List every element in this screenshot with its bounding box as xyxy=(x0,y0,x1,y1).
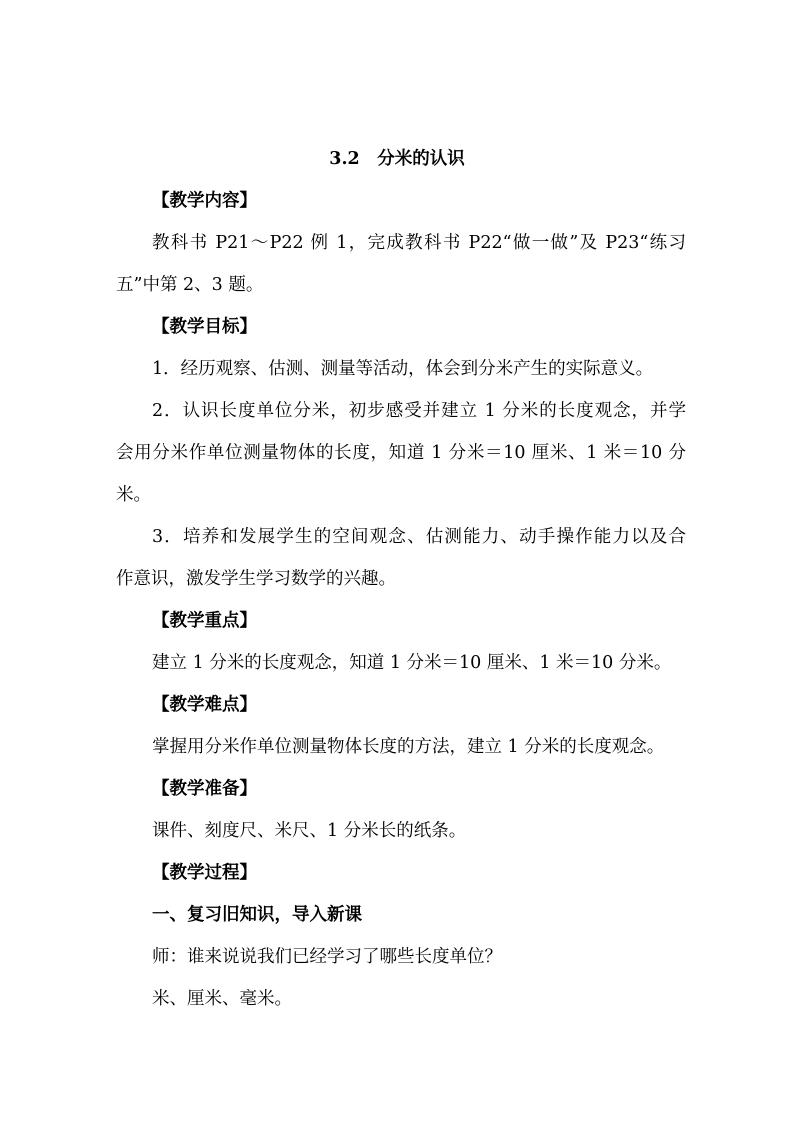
goal-2-text-line: 米。 xyxy=(116,485,151,505)
page-title: 3.2 分米的认识 xyxy=(329,149,465,169)
difficulties-text: 掌握用分米作单位测量物体长度的方法，建立 1 分米的长度观念。 xyxy=(152,737,665,757)
goal-1-text: 1．经历观察、估测、测量等活动，体会到分米产生的实际意义。 xyxy=(152,359,654,379)
goal-2-text-line: 2．认识长度单位分米，初步感受并建立 1 分米的长度观念，并学 xyxy=(152,401,686,421)
content-paragraph-line: 五”中第 2、3 题。 xyxy=(116,275,264,295)
preparation-text: 课件、刻度尺、米尺、1 分米长的纸条。 xyxy=(152,821,467,841)
student-answer: 米、厘米、毫米。 xyxy=(152,989,292,1009)
key-points-text: 建立 1 分米的长度观念，知道 1 分米＝10 厘米、1 米＝10 分米。 xyxy=(152,653,672,673)
goal-3-text-line: 作意识，激发学生学习数学的兴趣。 xyxy=(116,569,396,589)
section-heading-key-points: 【教学重点】 xyxy=(152,611,257,631)
content-paragraph-line: 教科书 P21～P22 例 1，完成教科书 P22“做一做”及 P23“练习 xyxy=(152,233,686,253)
section-heading-difficulties: 【教学难点】 xyxy=(152,695,257,715)
goal-2-text-line: 会用分米作单位测量物体的长度，知道 1 分米＝10 厘米、1 米＝10 分 xyxy=(116,443,686,463)
section-heading-process: 【教学过程】 xyxy=(152,863,257,883)
section-heading-content: 【教学内容】 xyxy=(152,191,257,211)
process-step-1-heading: 一、复习旧知识，导入新课 xyxy=(152,905,362,925)
section-heading-goals: 【教学目标】 xyxy=(152,317,257,337)
section-heading-preparation: 【教学准备】 xyxy=(152,779,257,799)
teacher-question: 师：谁来说说我们已经学习了哪些长度单位？ xyxy=(152,947,502,967)
goal-3-text-line: 3．培养和发展学生的空间观念、估测能力、动手操作能力以及合 xyxy=(152,527,686,547)
